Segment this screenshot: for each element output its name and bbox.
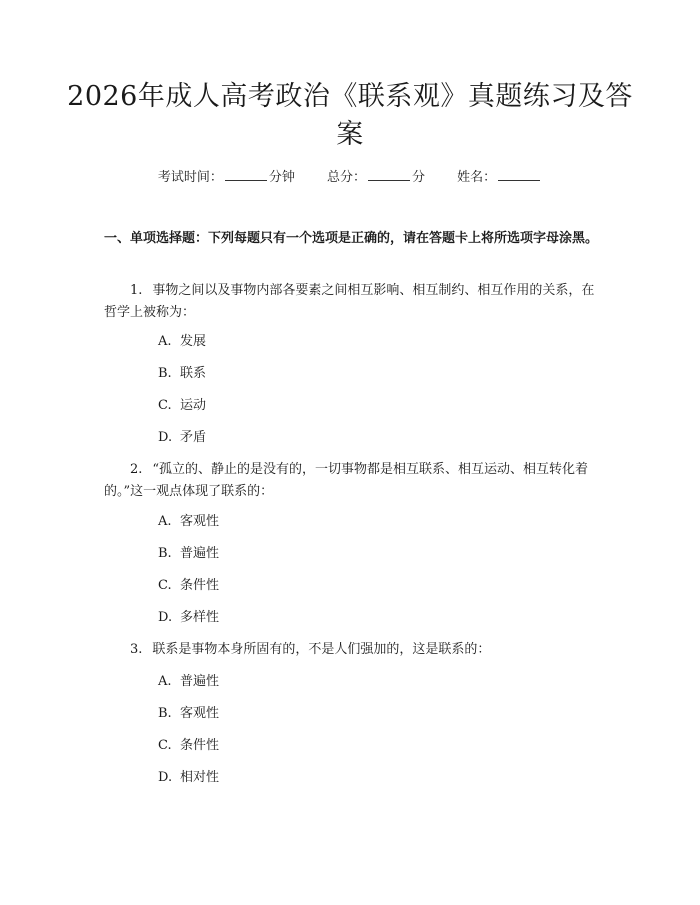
total-score-label: 总分： <box>326 170 366 185</box>
question-text: 事物之间以及事物内部各要素之间相互影响、相互制约、相互作用的关系，在哲学上被称为： <box>104 283 595 320</box>
option-letter: D. <box>158 430 173 445</box>
option-text: 普遍性 <box>180 546 220 561</box>
name-field <box>457 170 542 185</box>
option-letter: A. <box>158 514 172 529</box>
option-text: 矛盾 <box>180 430 207 445</box>
exam-time-field <box>158 170 295 185</box>
total-score-blank <box>368 168 410 181</box>
question-1 <box>104 280 604 324</box>
option-text: 联系 <box>180 366 207 381</box>
option-letter: B. <box>158 706 172 721</box>
question-2 <box>104 459 604 503</box>
option-text: 多样性 <box>180 610 220 625</box>
option-letter: A. <box>158 334 172 349</box>
question-2-option-d <box>158 608 219 628</box>
question-2-option-c <box>158 576 219 596</box>
document-title: 2026年成人高考政治《联系观》真题练习及答案 <box>67 81 633 150</box>
exam-meta-line <box>0 168 700 188</box>
option-text: 发展 <box>180 334 207 349</box>
option-letter: B. <box>158 366 172 381</box>
question-2-option-a <box>158 512 219 532</box>
option-letter: C. <box>158 738 172 753</box>
exam-time-label: 考试时间： <box>157 170 223 185</box>
option-letter: C. <box>158 578 172 593</box>
exam-time-blank <box>225 168 267 181</box>
question-text: 联系是事物本身所固有的，不是人们强加的，这是联系的： <box>152 642 491 657</box>
question-1-option-b <box>158 364 206 384</box>
option-letter: A. <box>158 674 172 689</box>
question-3-option-c <box>158 736 219 756</box>
question-text: “孤立的、静止的是没有的，一切事物都是相互联系、相互运动、相互转化着的。”这一观点体现了联系的： <box>104 462 589 499</box>
question-number: 2. <box>130 462 143 477</box>
section-heading: 一、单项选择题：下列每题只有一个选项是正确的，请在答题卡上将所选项字母涂黑。 <box>104 231 599 246</box>
question-2-option-b <box>158 544 219 564</box>
total-score-field <box>327 170 425 185</box>
question-1-option-a <box>158 332 206 352</box>
exam-time-unit: 分钟 <box>268 170 295 185</box>
question-1-option-c <box>158 396 206 416</box>
question-1-option-d <box>158 428 206 448</box>
question-number: 3. <box>130 642 143 657</box>
option-letter: B. <box>158 546 172 561</box>
option-letter: D. <box>158 610 173 625</box>
option-text: 条件性 <box>180 738 220 753</box>
question-3-option-d <box>158 768 219 788</box>
option-text: 运动 <box>180 398 207 413</box>
name-label: 姓名： <box>457 170 497 185</box>
option-letter: D. <box>158 770 173 785</box>
question-3-option-a <box>158 672 219 692</box>
name-blank <box>498 168 540 181</box>
question-3 <box>104 639 604 661</box>
option-text: 客观性 <box>180 706 220 721</box>
option-text: 普遍性 <box>180 674 220 689</box>
option-text: 相对性 <box>180 770 220 785</box>
question-number: 1. <box>130 283 143 298</box>
total-score-unit: 分 <box>412 170 426 185</box>
option-text: 客观性 <box>180 514 220 529</box>
option-text: 条件性 <box>180 578 220 593</box>
option-letter: C. <box>158 398 172 413</box>
question-3-option-b <box>158 704 219 724</box>
